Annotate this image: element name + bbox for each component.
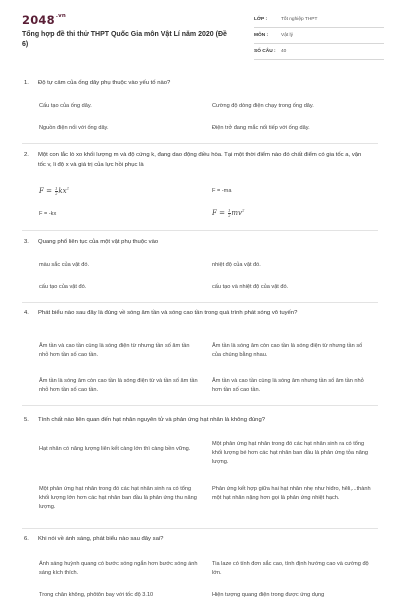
option-c[interactable]: F = -kx <box>39 211 57 217</box>
question-number: 1. <box>24 80 29 86</box>
exam-meta <box>254 12 384 60</box>
option-c[interactable]: Âm tần là sóng âm còn cao tần là sóng điện từ và tần số âm tần nhỏ hơn tần số cao tần. <box>39 378 198 393</box>
question-number: 5. <box>24 417 29 423</box>
option-b[interactable]: F = -ma <box>212 188 232 194</box>
divider <box>22 230 378 231</box>
question-text: Khi nói về ánh sáng, phát biểu nào sau đây sai? <box>38 536 164 542</box>
divider <box>22 405 378 406</box>
page-title: Tổng hợp đề thi thử THPT Quốc Gia môn Vật Lí năm 2020 (Đề 6) <box>22 31 227 48</box>
option-b[interactable]: Âm tần là sóng âm còn cao tần là sóng điện từ nhưng tần số của chúng bằng nhau. <box>212 343 363 358</box>
option-d[interactable]: Âm tần và cao tần cùng là sóng âm nhưng tần số âm tần nhỏ hơn tần số cao tần. <box>212 378 364 393</box>
option-c[interactable]: Một phản ứng hạt nhân trong đó các hạt nhân sinh ra có tổng khối lượng lớn hơn các hạt nhân ban đầu là phản ứng thu năng lượng. <box>39 486 197 510</box>
option-c[interactable]: cấu tạo của vật đó. <box>39 284 87 290</box>
option-a[interactable]: F = $\frac{1}{2}$ $kx^2$ <box>39 185 70 196</box>
page-header <box>0 0 400 62</box>
option-a[interactable]: Cấu tạo của ống dây. <box>39 103 92 109</box>
option-c[interactable]: Trong chân không, phôtôn bay với tốc độ 3.10 <box>39 592 154 598</box>
meta-label: MÔN : <box>254 33 269 38</box>
question-1 <box>24 79 364 89</box>
option-b[interactable]: Tia laze có tính đơn sắc cao, tính định hướng cao và cường độ lớn. <box>212 561 369 576</box>
divider <box>22 528 378 529</box>
option-d[interactable]: Phản ứng kết hợp giữa hai hạt nhân nhẹ như hiđro, hêli,...thành một hạt nhân nặng hơn gọi là phản ứng nhiệt hạch. <box>212 486 371 501</box>
option-d[interactable]: F = $\frac{1}{2}$ $mv^2$ <box>212 207 245 218</box>
option-a[interactable]: Âm tần và cao tần cùng là sóng điện từ nhưng tần số âm tần nhỏ hơn tần số cao tần. <box>39 343 190 358</box>
option-b[interactable]: nhiệt độ của vật đó. <box>212 262 261 268</box>
divider <box>22 143 378 144</box>
option-a[interactable]: Ánh sáng huỳnh quang có bước sóng ngắn hơn bước sóng ánh sáng kích thích. <box>39 561 198 576</box>
divider <box>22 302 378 303</box>
question-5 <box>24 416 364 426</box>
question-text: Phát biểu nào sau đây là đúng về sóng âm tần và sóng cao tần trong quá trình phát sóng vô tuyến? <box>38 310 298 316</box>
question-number: 3. <box>24 239 29 245</box>
question-text: Quang phổ liên tục của một vật phụ thuộc vào <box>38 239 159 245</box>
meta-value: 40 <box>281 49 287 54</box>
logo-text: 2048 <box>22 13 55 27</box>
option-b[interactable]: Một phản ứng hạt nhân trong đó các hạt nhân sinh ra có tổng khối lượng bé hơn các hạt nhân ban đầu là phản ứng tỏa năng lượng. <box>212 441 369 465</box>
question-number: 4. <box>24 310 29 316</box>
meta-label: LỚP : <box>254 17 268 22</box>
option-b[interactable]: Cường độ dòng điện chạy trong ống dây. <box>212 103 314 109</box>
question-number: 2. <box>24 152 29 158</box>
option-d[interactable]: cấu tạo và nhiệt độ của vật đó. <box>212 284 289 290</box>
option-a[interactable]: Hạt nhân có năng lượng liên kết càng lớn thì càng bền vững. <box>39 446 191 452</box>
meta-value: Vật lý <box>281 33 293 38</box>
meta-label: SỐ CÂU : <box>254 49 276 54</box>
question-text: Một con lắc lò xo khối lượng m và độ cứng k, đang dao động điều hòa. Tại một thời điểm nào đó chất điểm có gia tốc a, vận tốc v, li độ x và giá trị của lực hồi phục là <box>38 152 362 168</box>
meta-row-count <box>254 44 384 60</box>
question-6 <box>24 535 364 545</box>
question-2 <box>24 151 364 170</box>
meta-row-subject <box>254 28 384 44</box>
option-c[interactable]: Nguồn điện nối với ống dây. <box>39 125 109 131</box>
question-number: 6. <box>24 536 29 542</box>
site-logo[interactable] <box>22 13 66 27</box>
option-d[interactable]: Hiện tượng quang điện trong được ứng dụng <box>212 592 325 598</box>
question-text: Độ tự cảm của ống dây phụ thuộc vào yếu tố nào? <box>38 80 171 86</box>
question-4 <box>24 309 364 319</box>
question-text: Tính chất nào liên quan đến hạt nhân nguyên tử và phản ứng hạt nhân là không đúng? <box>38 417 266 423</box>
logo-suffix: .vn <box>55 13 67 19</box>
question-3 <box>24 238 364 248</box>
option-a[interactable]: màu sắc của vật đó. <box>39 262 90 268</box>
option-d[interactable]: Điện trở đang mắc nối tiếp với ống dây. <box>212 125 310 131</box>
meta-value: Tốt nghiệp THPT <box>281 17 318 22</box>
meta-row-class <box>254 12 384 28</box>
